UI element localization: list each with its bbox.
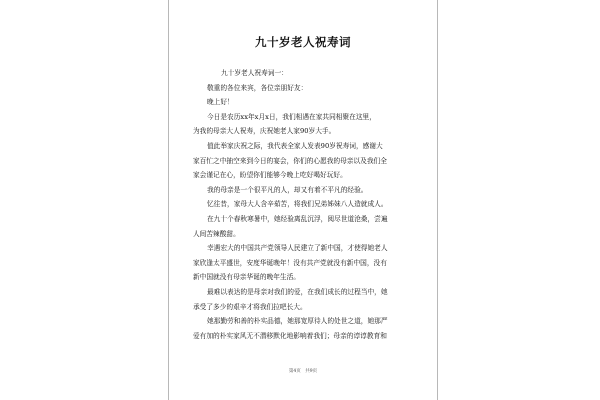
document-body [193, 66, 419, 343]
text-line: 九十岁老人祝寿词一： [221, 69, 288, 77]
text-line: 我的母亲是一个很平凡的人，却又有着不平凡的经验。 [207, 185, 368, 194]
text-line: 忆往昔，家母大人含辛茹苦，将我们兄弟姊妹八人造就成人。 [207, 200, 388, 209]
text-line: 她那勤劳和善的朴实品德，她那宽厚待人的处世之道，她那严 [207, 317, 388, 326]
page-footer: 第4页 共9页 [288, 369, 318, 374]
text-line: 幸遇宏大的中国共产党领导人民建立了新中国，才使得她老人 [207, 244, 388, 253]
text-line: 在九十个春秋寒暑中，她经验离乱沉浮，阅尽世道沧桑，尝遍 [207, 214, 388, 223]
document-title: 九十岁老人祝寿词 [255, 35, 351, 49]
text-line: 值此举家庆祝之际，我代表全家人发表90岁祝寿词，感谢大 [207, 141, 383, 150]
text-line: 最难以表达的是母亲对我们的爱，在我们成长的过程当中，她 [207, 287, 388, 296]
text-line: 家百忙之中抽空来到今日的宴会，你们的心愿我的母亲以及我们全 [193, 156, 387, 165]
text-line: 家欣逢太平盛世，安度华诞晚年！没有共产党就没有新中国，没有 [193, 258, 387, 267]
document-page [168, 0, 438, 400]
text-line: 新中国就没有母亲华诞的晚年生活。 [193, 273, 300, 282]
text-line: 晚上好！ [207, 98, 234, 107]
text-line: 为我的母亲大人祝寿，庆祝她老人家90岁大手。 [193, 127, 336, 136]
text-line: 今日是农历xx年x月x日，我们相遇在家共同相聚在这里， [207, 112, 376, 121]
text-line: 人间苦辣酸甜。 [193, 229, 240, 238]
text-line: 爱有加的朴实家风无不潜移默化地影响着我们；母亲的谆谆教育和 [193, 331, 387, 340]
text-line: 敬重的各位来宾，各位亲朋好友： [207, 83, 308, 92]
text-line: 承受了多少的艰辛才将我们拉吧长大。 [193, 302, 307, 311]
text-line: 家会谨记在心，盼望你们能够今晚上吃好喝好玩好。 [193, 171, 347, 180]
